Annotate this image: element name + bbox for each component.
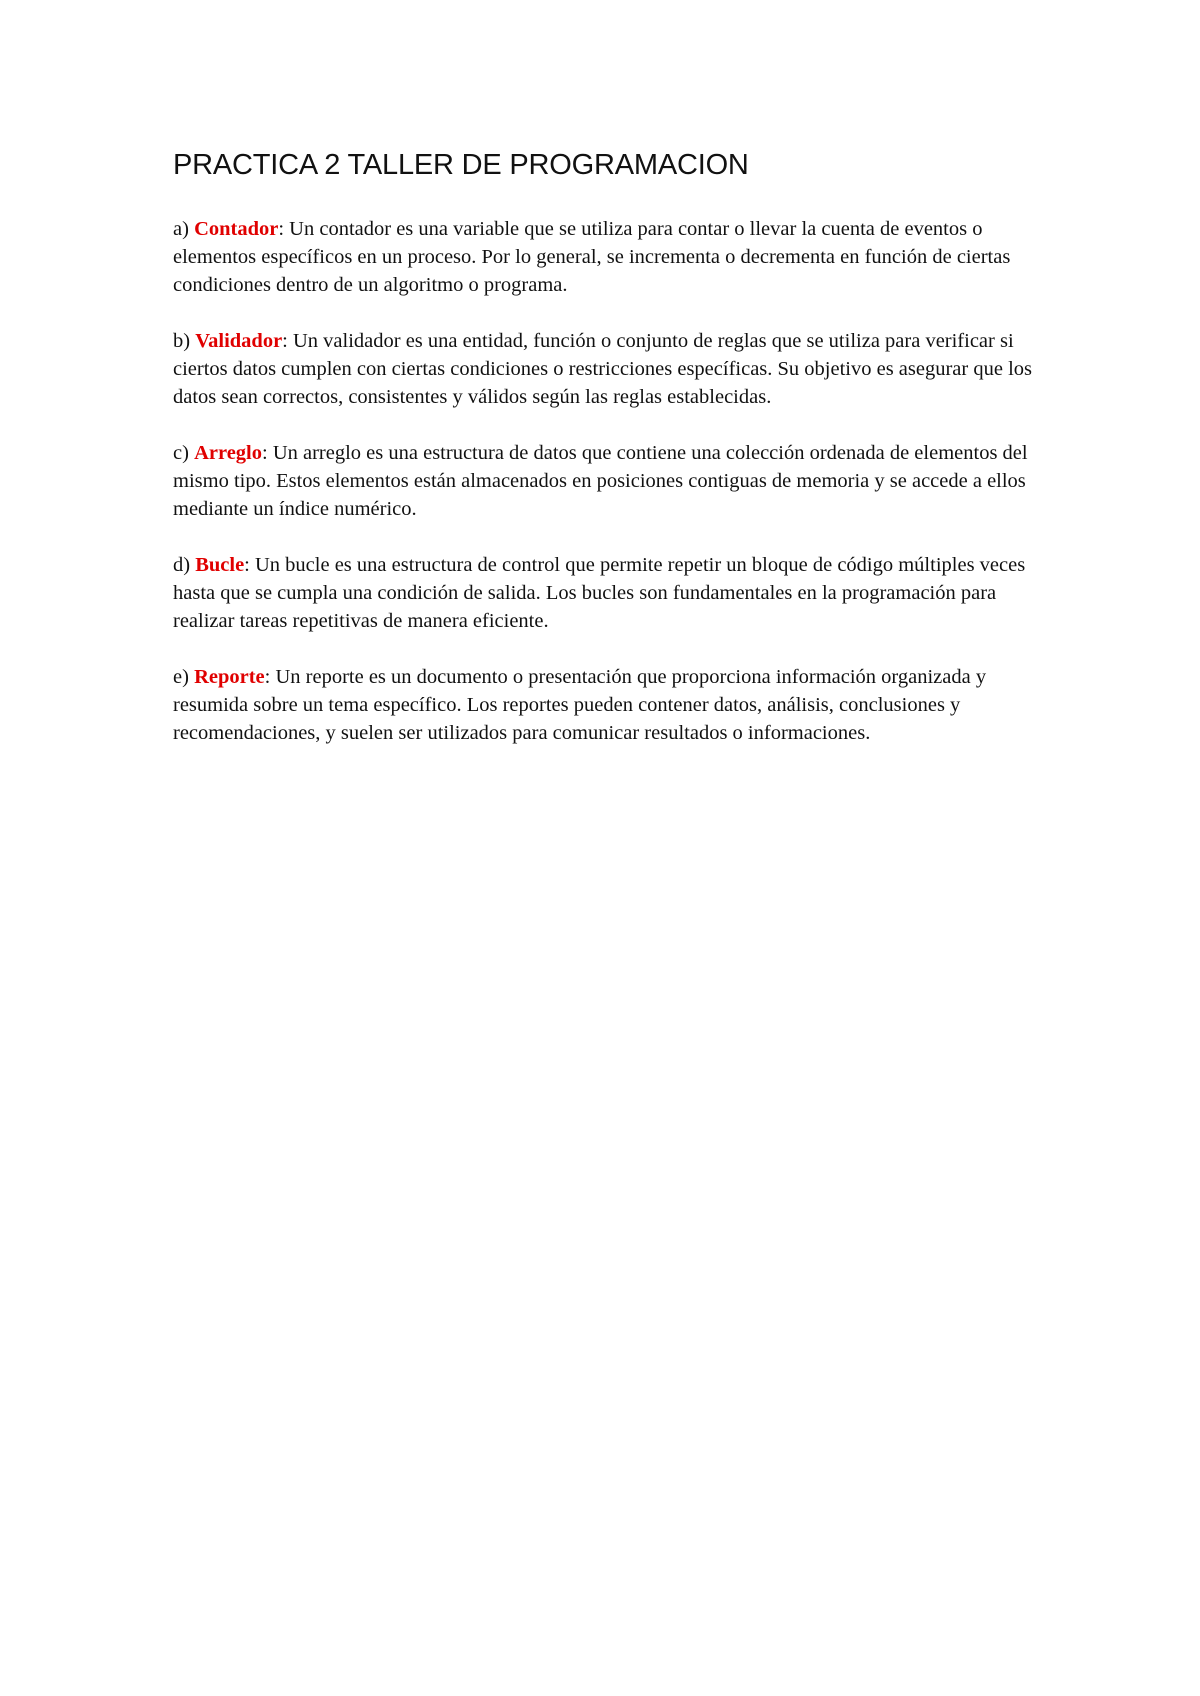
definition-term: Contador	[194, 217, 279, 240]
definition-text: : Un contador es una variable que se utiliza para contar o llevar la cuenta de eventos o elementos específicos en un proceso. Por lo general, se incrementa o decrementa en función de ciertas condiciones dentro de un algoritmo o programa.	[173, 217, 1011, 296]
definition-contador	[173, 215, 1053, 299]
definition-term: Bucle	[195, 553, 245, 576]
definition-text: : Un bucle es una estructura de control que permite repetir un bloque de código múltiples veces hasta que se cumpla una condición de salida. Los bucles son fundamentales en la programación para realizar tareas repetitivas de manera eficiente.	[173, 553, 1026, 632]
definition-validador	[173, 327, 1053, 411]
document-title: PRACTICA 2 TALLER DE PROGRAMACION	[173, 149, 749, 181]
definition-term: Reporte	[194, 665, 265, 688]
definition-arreglo	[173, 439, 1053, 523]
definition-prefix: d)	[173, 553, 196, 576]
definition-prefix: a)	[173, 217, 195, 240]
definition-prefix: b)	[173, 329, 196, 352]
definition-reporte	[173, 663, 1053, 747]
definition-prefix: c)	[173, 441, 195, 464]
definition-bucle	[173, 551, 1053, 635]
definition-text: : Un validador es una entidad, función o conjunto de reglas que se utiliza para verificar si ciertos datos cumplen con ciertas condiciones o restricciones específicas. Su objetivo es asegurar que los datos sean correctos, consistentes y válidos según las reglas establecidas.	[173, 329, 1033, 408]
definition-prefix: e)	[173, 665, 195, 688]
definition-term: Arreglo	[194, 441, 262, 464]
definition-term: Validador	[195, 329, 283, 352]
definition-text: : Un arreglo es una estructura de datos que contiene una colección ordenada de elementos del mismo tipo. Estos elementos están almacenados en posiciones contiguas de memoria y se accede a ellos mediante un índice numérico.	[173, 441, 1028, 520]
document-body	[173, 148, 1053, 775]
definition-text: : Un reporte es un documento o presentación que proporciona información organizada y resumida sobre un tema específico. Los reportes pueden contener datos, análisis, conclusiones y recomendaciones, y suelen ser utilizados para comunicar resultados o informaciones.	[173, 665, 987, 744]
